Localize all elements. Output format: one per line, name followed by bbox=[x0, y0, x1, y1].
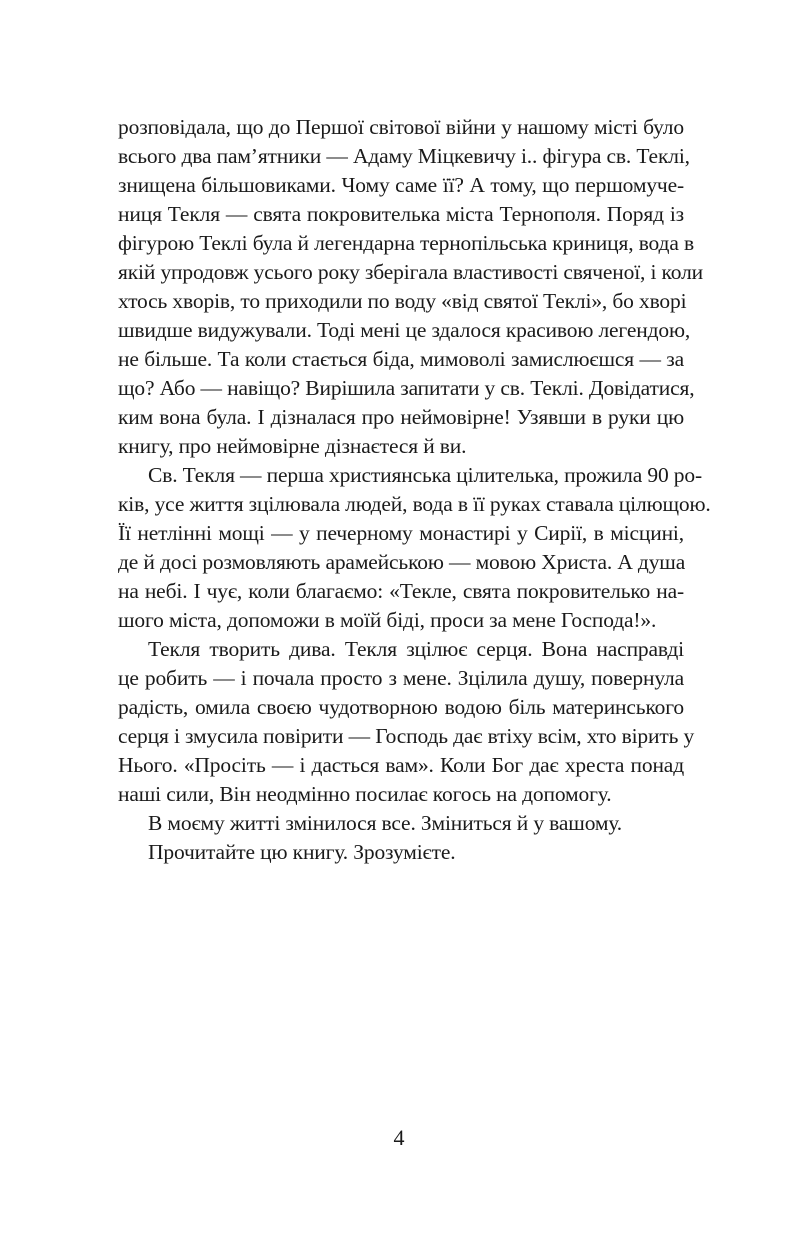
text-line: це робить — і почала просто з мене. Зцілила душу, повернула bbox=[118, 666, 684, 690]
text-line: серця і змусила повірити — Господь дає втіху всім, хто вірить у bbox=[118, 724, 695, 748]
text-line: знищена більшовиками. Чому саме її? А тому, що першомуче- bbox=[118, 173, 684, 197]
text-line: розповідала, що до Першої світової війни у нашому місті було bbox=[118, 115, 684, 139]
text-line: Нього. «Просіть — і дасться вам». Коли Бог дає хреста понад bbox=[118, 753, 684, 777]
text-line: книгу, про неймовірне дізнаєтеся й ви. bbox=[118, 434, 467, 458]
text-line: ниця Текля — свята покровителька міста Тернополя. Поряд із bbox=[118, 202, 684, 226]
text-line: радість, омила своєю чудотворною водою біль материнського bbox=[118, 695, 684, 719]
text-line: В моєму житті змінилося все. Зміниться й у вашому. bbox=[148, 811, 623, 835]
body-text bbox=[118, 113, 711, 867]
text-line: фігурою Теклі була й легендарна тернопільська криниця, вода в bbox=[118, 231, 694, 255]
text-line: Текля творить дива. Текля зцілює серця. Вона насправді bbox=[148, 637, 684, 661]
text-line: що? Або — навіщо? Вирішила запитати у св. Теклі. Довідатися, bbox=[118, 376, 695, 400]
text-line: шого міста, допоможи в моїй біді, проси за мене Господа!». bbox=[118, 608, 657, 632]
text-line: швидше видужували. Тоді мені це здалося красивою легендою, bbox=[118, 318, 691, 342]
text-line: наші сили, Він неодмінно посилає когось на допомогу. bbox=[118, 782, 612, 806]
text-line: якій упродовж усього року зберігала властивості свяченої, і коли bbox=[118, 260, 704, 284]
page-number: 4 bbox=[393, 1125, 405, 1150]
text-line: ків, усе життя зцілювала людей, вода в її руках ставала цілющою. bbox=[118, 492, 711, 516]
text-line: на небі. І чує, коли благаємо: «Текле, свята покровителько на- bbox=[118, 579, 684, 603]
text-line: всього два пам’ятники — Адаму Міцкевичу і.. фігура св. Теклі, bbox=[118, 144, 690, 168]
text-line: Св. Текля — перша християнська цілителька, прожила 90 ро- bbox=[148, 463, 702, 487]
text-line: де й досі розмовляють арамейською — мовою Христа. А душа bbox=[118, 550, 686, 574]
text-line: Її нетлінні мощі — у печерному монастирі у Сирії, в місцині, bbox=[118, 521, 684, 545]
text-line: Прочитайте цю книгу. Зрозумієте. bbox=[148, 840, 456, 864]
text-line: не більше. Та коли стається біда, мимоволі замислюєшся — за bbox=[118, 347, 684, 371]
text-line: ким вона була. І дізналася про неймовірне! Узявши в руки цю bbox=[118, 405, 684, 429]
text-line: хтось хворів, то приходили по воду «від святої Теклі», бо хворі bbox=[118, 289, 687, 313]
